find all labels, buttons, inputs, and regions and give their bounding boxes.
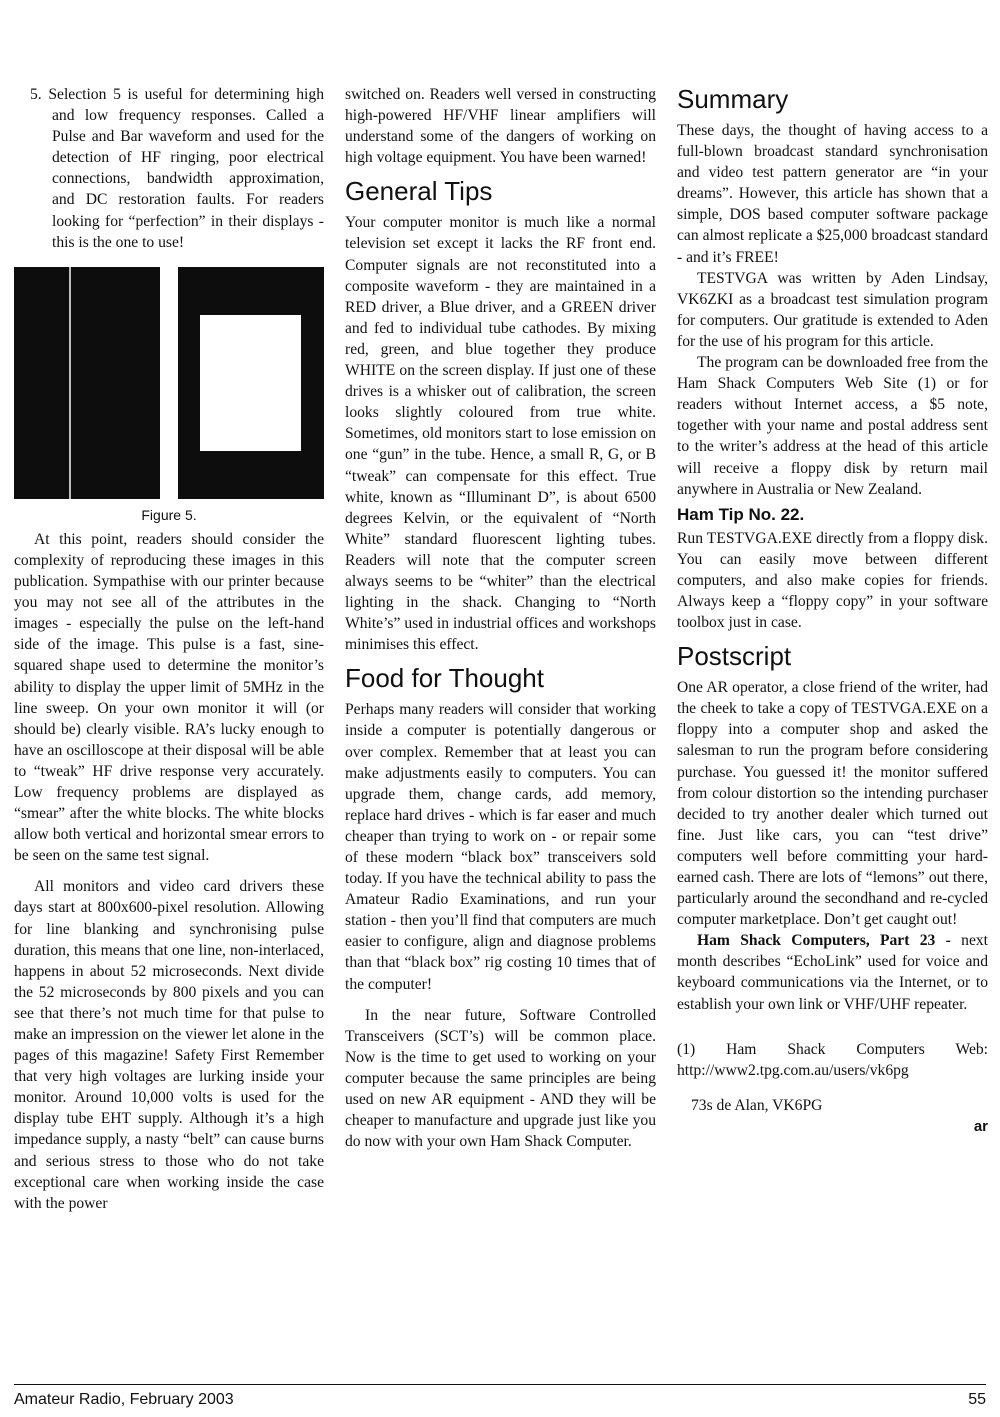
paragraph: At this point, readers should consider the complexity of reproducing these images in this publication. Sympathise with our printer because you may not see all of the attributes in the images - especially the pulse on the left-hand side of the image. This pulse is a fast, sine-squared shape used to determine the monitor’s ability to display the upper limit of 5MHz in the line sweep. On your own monitor it will (or should be) clearly visible. RA’s lucky enough to have an oscilloscope at their disposal will be able to “tweak” HF drive response very accurately. Low frequency problems are displayed as “smear” after the white blocks. The white blocks allow both vertical and horizontal smear errors to be seen on the same test signal. <box>14 530 324 865</box>
figure-caption: Figure 5. <box>141 506 197 523</box>
heading-general-tips: General Tips <box>345 176 493 207</box>
author-signature: 73s de Alan, VK6PG <box>691 1096 823 1114</box>
column-1 <box>14 84 324 1214</box>
heading-summary: Summary <box>677 84 789 114</box>
item-text: Selection 5 is useful for determining high and low frequency responses. Called a Pulse and Bar waveform and used for the detection of HF ringing, poor electrical connections, bandwidth approximation, and DC restoration faults. For readers looking for “perfection” in their displays - this is the one to use! <box>48 86 324 251</box>
reference-note: (1) Ham Shack Computers Web: http://www2.tpg.com.au/users/vk6pg <box>677 1040 988 1079</box>
page-number: 55 <box>968 1391 986 1408</box>
paragraph: Perhaps many readers will consider that working inside a computer is potentially dangerous or over complex. Remember that at least you can make adjustments easily to computers. You can upgrade them, change cards, add memory, replace hard drives - which is far easer and much cheaper than trying to work on - or repair some of these modern “black box” transceivers sold today. If you have the technical ability to pass the Amateur Radio Examinations, and run your station - then you’ll find that computers are much easier to configure, align and diagnose problems than that “black box” rig costing 10 times that of the computer! <box>345 701 656 993</box>
heading-postscript: Postscript <box>677 641 792 672</box>
figure-5-pulse-and-bar-image <box>14 267 324 499</box>
column-3 <box>677 84 988 1137</box>
paragraph: The program can be downloaded free from the Ham Shack Computers Web Site (1) or for readers without Internet access, a $5 note, together with your name and postal address sent to the writer’s address at the head of this article will receive a floppy disk by return mail anywhere in Australia or New Zealand. <box>677 354 988 498</box>
page-footer <box>14 1384 986 1408</box>
paragraph-next-month <box>677 930 988 1014</box>
paragraph: All monitors and video card drivers these days start at 800x600-pixel resolution. Allowing for line blanking and synchronising pulse duration, this means that one line, non-interlaced, happens in about 52 microseconds. Next divide the 52 microseconds by 800 pixels and you can see that there’s not much time for that pulse to make an impression on the viewer let alone in the pages of this magazine! Safety First Remember that very high voltages are lurking inside your monitor. Around 10,000 volts is used for the display tube EHT supply. Although it’s a high impedance supply, a nasty “belt” can cause burns and serious stress to those who do not take exceptional care when working inside the case with the power <box>14 878 324 1212</box>
next-month-title: Ham Shack Computers, Part 23 - <box>697 932 951 950</box>
heading-food-for-thought: Food for Thought <box>345 663 544 694</box>
figure-pulse-line <box>69 267 71 499</box>
figure-white-window <box>200 315 301 451</box>
heading-ham-tip: Ham Tip No. 22. <box>677 504 805 524</box>
paragraph: Run TESTVGA.EXE directly from a floppy disk. You can easily move between different computers, and also make copies for friends. Always keep a “floppy copy” in your software toolbox just in case. <box>677 529 988 632</box>
paragraph: Your computer monitor is much like a normal television set except it lacks the RF front end. Computer signals are not reconstituted into a composite waveform - they are maintained in a RED driver, a Blue driver, and a GREEN driver and fed to individual tube cathodes. By mixing red, green, and blue together they produce WHITE on the screen display. If just one of these drives is a whisker out of calibration, the screen looks slightly coloured from true white. Sometimes, old monitors start to lose emission on one “gun” in the tube. Hence, a small R, G, or B “tweak” can compensate for this effect. True white, known as “Illuminant D”, is about 6500 degrees Kelvin, or the equivalent of “North White” standard fluorescent lighting tubes. Readers will note that the computer screen always seems to be “whiter” than the electrical lighting in the shack. Changing to “North White’s” used in industrial offices and workshops minimises this effect. <box>345 214 656 654</box>
publication-title: Amateur Radio, February 2003 <box>14 1391 234 1408</box>
paragraph: These days, the thought of having access to a full-blown broadcast standard synchronisation and video test pattern generator are “in your dreams”. However, this article has shown that a simple, DOS based computer software package can almost replicate a $25,000 broadcast standard - and it’s FREE! <box>677 122 988 266</box>
paragraph: switched on. Readers well versed in constructing high-powered HF/VHF linear amplifiers will understand some of the dangers of working on high voltage equipment. You have been warned! <box>345 86 656 167</box>
column-2 <box>345 84 656 1152</box>
item-number: 5. <box>30 86 42 103</box>
paragraph: TESTVGA was written by Aden Lindsay, VK6ZKI as a broadcast test simulation program for computers. Our gratitude is extended to Aden for the use of his program for this article. <box>677 269 988 350</box>
next-month-text: next month describes “EchoLink” used for voice and keyboard communications via the Internet, or to establish your own link or VHF/UHF repeater. <box>677 932 989 1013</box>
figure-left-black-block <box>14 267 160 499</box>
paragraph: In the near future, Software Controlled Transceivers (SCT’s) will be common place. Now is the time to get used to working on your computer because the same principles are being used on new AR equipment - AND they will be cheaper to manufacture and upgrade just like you do now with your own Ham Shack Computer. <box>345 1006 656 1151</box>
list-item-selection-5 <box>14 84 324 253</box>
end-mark: ar <box>973 1117 988 1135</box>
paragraph: One AR operator, a close friend of the writer, had the cheek to take a copy of TESTVGA.EXE on a floppy into a computer shop and asked the salesman to run the program before considering purchase. You guessed it! the monitor suffered from colour distortion so the intending purchaser decided to try another dealer which turned out fine. Just like cars, you can “test drive” computers well before committing your hard-earned cash. There are lots of “lemons” out there, particularly around the secondhand and re-cycled computer marketplace. Don’t get caught out! <box>677 679 988 929</box>
